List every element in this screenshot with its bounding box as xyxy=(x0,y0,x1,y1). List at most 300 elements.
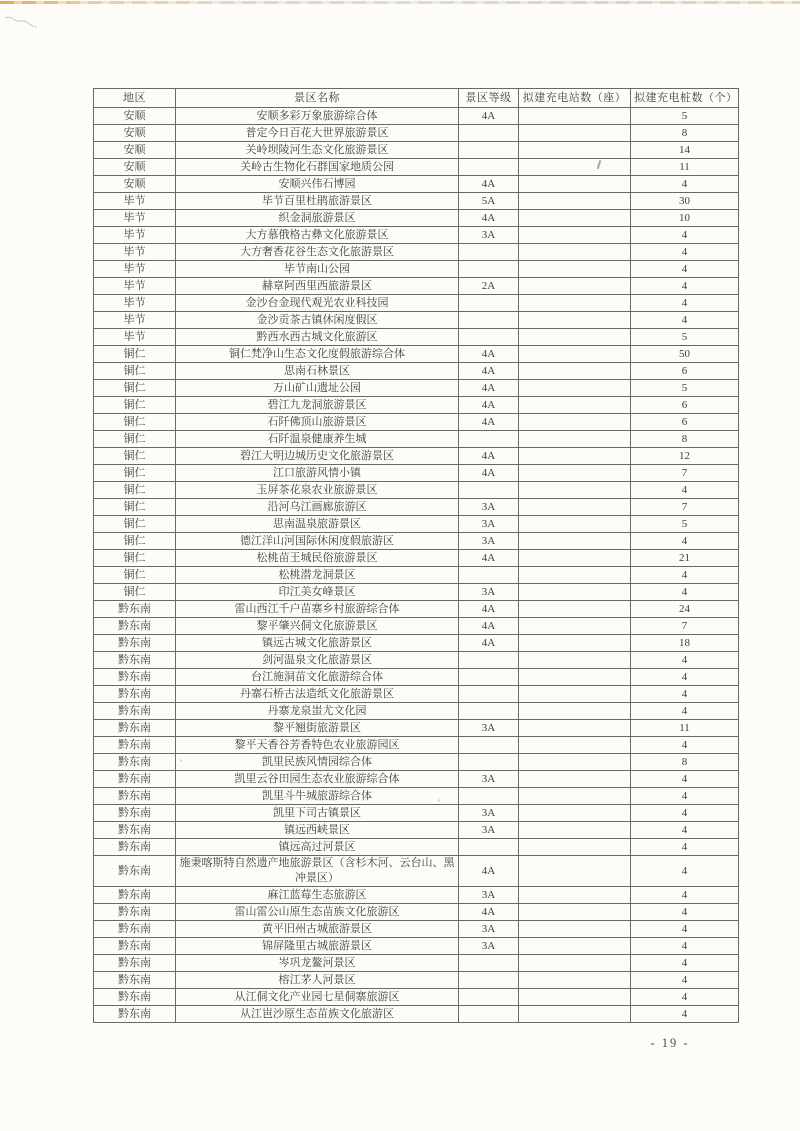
piles-count-cell: 4 xyxy=(631,788,739,805)
grade-cell: 4A xyxy=(459,346,519,363)
scenic-area-name-cell: 石阡温泉健康养生城 xyxy=(176,431,459,448)
table-row xyxy=(94,363,739,380)
grade-cell xyxy=(459,482,519,499)
stations-count-cell xyxy=(519,142,631,159)
scenic-area-name-cell: 麻江蓝莓生态旅游区 xyxy=(176,887,459,904)
stations-count-cell xyxy=(519,227,631,244)
scenic-area-name-cell: 施秉喀斯特自然遗产地旅游景区（含杉木河、云台山、黑冲景区） xyxy=(176,856,459,887)
grade-cell: 5A xyxy=(459,193,519,210)
table-body xyxy=(94,108,739,1023)
region-cell: 毕节 xyxy=(94,312,176,329)
scenic-area-name-cell: 黄平旧州古城旅游景区 xyxy=(176,921,459,938)
piles-count-cell: 18 xyxy=(631,635,739,652)
scenic-area-name-cell: 黎平肇兴侗文化旅游景区 xyxy=(176,618,459,635)
region-cell: 毕节 xyxy=(94,261,176,278)
scenic-area-name-cell: 玉屏茶花泉农业旅游景区 xyxy=(176,482,459,499)
region-cell: 黔东南 xyxy=(94,635,176,652)
scenic-area-name-cell: 金沙贡茶古镇休闲度假区 xyxy=(176,312,459,329)
grade-cell: 4A xyxy=(459,397,519,414)
scenic-area-name-cell: 思南温泉旅游景区 xyxy=(176,516,459,533)
piles-count-cell: 4 xyxy=(631,737,739,754)
table-row xyxy=(94,703,739,720)
region-cell: 铜仁 xyxy=(94,533,176,550)
stations-count-cell xyxy=(519,822,631,839)
piles-count-cell: 8 xyxy=(631,431,739,448)
table-row xyxy=(94,887,739,904)
stations-count-cell xyxy=(519,618,631,635)
scenic-area-name-cell: 从江侗文化产业园七星侗寨旅游区 xyxy=(176,989,459,1006)
stations-count-cell xyxy=(519,448,631,465)
stations-count-cell xyxy=(519,312,631,329)
table-row xyxy=(94,771,739,788)
piles-count-cell: 4 xyxy=(631,921,739,938)
table-row xyxy=(94,550,739,567)
region-cell: 黔东南 xyxy=(94,955,176,972)
pencil-mark xyxy=(3,14,45,30)
piles-count-cell: 4 xyxy=(631,584,739,601)
region-cell: 铜仁 xyxy=(94,465,176,482)
piles-count-cell: 4 xyxy=(631,1006,739,1023)
region-cell: 毕节 xyxy=(94,227,176,244)
table-row xyxy=(94,261,739,278)
region-cell: 安顺 xyxy=(94,142,176,159)
table-row xyxy=(94,856,739,887)
stations-count-cell xyxy=(519,703,631,720)
table-row xyxy=(94,686,739,703)
piles-count-cell: 7 xyxy=(631,618,739,635)
region-cell: 安顺 xyxy=(94,176,176,193)
scenic-area-name-cell: 岑巩龙鳌河景区 xyxy=(176,955,459,972)
region-cell: 黔东南 xyxy=(94,669,176,686)
grade-cell xyxy=(459,329,519,346)
piles-count-cell: 4 xyxy=(631,822,739,839)
grade-cell: 3A xyxy=(459,227,519,244)
stations-count-cell xyxy=(519,210,631,227)
header-planned-stations: 拟建充电站数（座） xyxy=(519,89,631,108)
table-row xyxy=(94,346,739,363)
scenic-area-name-cell: 石阡佛顶山旅游景区 xyxy=(176,414,459,431)
grade-cell: 4A xyxy=(459,550,519,567)
grade-cell: 3A xyxy=(459,938,519,955)
stations-count-cell xyxy=(519,516,631,533)
piles-count-cell: 6 xyxy=(631,397,739,414)
scenic-area-name-cell: 万山矿山遗址公园 xyxy=(176,380,459,397)
table-row xyxy=(94,737,739,754)
region-cell: 铜仁 xyxy=(94,567,176,584)
piles-count-cell: 4 xyxy=(631,652,739,669)
region-cell: 毕节 xyxy=(94,244,176,261)
stations-count-cell xyxy=(519,652,631,669)
scenic-area-name-cell: 碧江九龙洞旅游景区 xyxy=(176,397,459,414)
scenic-area-name-cell: 丹寨龙泉蚩尤文化园 xyxy=(176,703,459,720)
table-row xyxy=(94,244,739,261)
piles-count-cell: 6 xyxy=(631,363,739,380)
table-row xyxy=(94,499,739,516)
scenic-area-name-cell: 毕节南山公园 xyxy=(176,261,459,278)
region-cell: 铜仁 xyxy=(94,346,176,363)
piles-count-cell: 50 xyxy=(631,346,739,363)
region-cell: 黔东南 xyxy=(94,601,176,618)
stations-count-cell xyxy=(519,108,631,125)
header-scenic-area-name: 景区名称 xyxy=(176,89,459,108)
table-row xyxy=(94,278,739,295)
table-row xyxy=(94,465,739,482)
region-cell: 铜仁 xyxy=(94,414,176,431)
piles-count-cell: 4 xyxy=(631,856,739,887)
scan-edge-artifact xyxy=(0,1,800,4)
piles-count-cell: 12 xyxy=(631,448,739,465)
stations-count-cell xyxy=(519,601,631,618)
stations-count-cell xyxy=(519,839,631,856)
region-cell: 黔东南 xyxy=(94,703,176,720)
table-row xyxy=(94,938,739,955)
scenic-area-name-cell: 安顺兴伟石博园 xyxy=(176,176,459,193)
grade-cell: 2A xyxy=(459,278,519,295)
grade-cell xyxy=(459,972,519,989)
grade-cell xyxy=(459,737,519,754)
piles-count-cell: 4 xyxy=(631,839,739,856)
piles-count-cell: 8 xyxy=(631,125,739,142)
scenic-area-name-cell: 从江岜沙原生态苗族文化旅游区 xyxy=(176,1006,459,1023)
stations-count-cell xyxy=(519,1006,631,1023)
stations-count-cell xyxy=(519,788,631,805)
piles-count-cell: 11 xyxy=(631,159,739,176)
piles-count-cell: 5 xyxy=(631,108,739,125)
region-cell: 黔东南 xyxy=(94,839,176,856)
scenic-area-name-cell: 镇远高过河景区 xyxy=(176,839,459,856)
table-row xyxy=(94,904,739,921)
table-row xyxy=(94,567,739,584)
table-row xyxy=(94,193,739,210)
table-row xyxy=(94,159,739,176)
region-cell: 黔东南 xyxy=(94,856,176,887)
region-cell: 铜仁 xyxy=(94,550,176,567)
scenic-area-name-cell: 凯里下司古镇景区 xyxy=(176,805,459,822)
region-cell: 黔东南 xyxy=(94,686,176,703)
grade-cell xyxy=(459,703,519,720)
region-cell: 安顺 xyxy=(94,125,176,142)
table-row xyxy=(94,955,739,972)
grade-cell xyxy=(459,839,519,856)
scenic-area-name-cell: 铜仁梵净山生态文化度假旅游综合体 xyxy=(176,346,459,363)
scenic-area-name-cell: 黎平翘街旅游景区 xyxy=(176,720,459,737)
grade-cell: 3A xyxy=(459,720,519,737)
grade-cell xyxy=(459,669,519,686)
stations-count-cell xyxy=(519,972,631,989)
table-row xyxy=(94,295,739,312)
scenic-area-name-cell: 赫章阿西里西旅游景区 xyxy=(176,278,459,295)
table-row xyxy=(94,584,739,601)
region-cell: 铜仁 xyxy=(94,380,176,397)
grade-cell: 3A xyxy=(459,516,519,533)
table-row xyxy=(94,754,739,771)
table-row xyxy=(94,210,739,227)
piles-count-cell: 4 xyxy=(631,669,739,686)
charging-stations-table xyxy=(93,88,739,1023)
region-cell: 黔东南 xyxy=(94,805,176,822)
region-cell: 黔东南 xyxy=(94,652,176,669)
grade-cell: 4A xyxy=(459,618,519,635)
region-cell: 黔东南 xyxy=(94,822,176,839)
region-cell: 黔东南 xyxy=(94,788,176,805)
piles-count-cell: 4 xyxy=(631,176,739,193)
stations-count-cell xyxy=(519,955,631,972)
stations-count-cell xyxy=(519,193,631,210)
region-cell: 铜仁 xyxy=(94,499,176,516)
header-grade: 景区等级 xyxy=(459,89,519,108)
stations-count-cell xyxy=(519,329,631,346)
region-cell: 黔东南 xyxy=(94,921,176,938)
region-cell: 黔东南 xyxy=(94,887,176,904)
region-cell: 黔东南 xyxy=(94,737,176,754)
grade-cell xyxy=(459,788,519,805)
stations-count-cell xyxy=(519,635,631,652)
grade-cell: 4A xyxy=(459,601,519,618)
table-row xyxy=(94,482,739,499)
table-row xyxy=(94,805,739,822)
region-cell: 铜仁 xyxy=(94,584,176,601)
grade-cell: 4A xyxy=(459,635,519,652)
grade-cell xyxy=(459,244,519,261)
piles-count-cell: 4 xyxy=(631,938,739,955)
grade-cell xyxy=(459,261,519,278)
stations-count-cell xyxy=(519,754,631,771)
scenic-area-name-cell: 沿河乌江画廊旅游区 xyxy=(176,499,459,516)
header-region: 地区 xyxy=(94,89,176,108)
grade-cell: 4A xyxy=(459,414,519,431)
grade-cell: 3A xyxy=(459,822,519,839)
scenic-area-name-cell: 黎平天香谷芳香特色农业旅游园区 xyxy=(176,737,459,754)
piles-count-cell: 4 xyxy=(631,972,739,989)
stations-count-cell xyxy=(519,414,631,431)
table-row xyxy=(94,108,739,125)
region-cell: 黔东南 xyxy=(94,618,176,635)
scenic-area-name-cell: 普定今日百花大世界旅游景区 xyxy=(176,125,459,142)
scenic-area-name-cell: 雷山西江千户苗寨乡村旅游综合体 xyxy=(176,601,459,618)
grade-cell: 4A xyxy=(459,176,519,193)
grade-cell xyxy=(459,955,519,972)
table-row xyxy=(94,618,739,635)
stations-count-cell xyxy=(519,465,631,482)
stations-count-cell xyxy=(519,567,631,584)
grade-cell xyxy=(459,1006,519,1023)
piles-count-cell: 4 xyxy=(631,703,739,720)
piles-count-cell: 4 xyxy=(631,482,739,499)
piles-count-cell: 14 xyxy=(631,142,739,159)
stations-count-cell xyxy=(519,669,631,686)
grade-cell: 4A xyxy=(459,210,519,227)
region-cell: 黔东南 xyxy=(94,904,176,921)
piles-count-cell: 4 xyxy=(631,244,739,261)
scenic-area-name-cell: 凯里斗牛城旅游综合体 xyxy=(176,788,459,805)
grade-cell: 4A xyxy=(459,108,519,125)
scenic-area-name-cell: 金沙台金现代观光农业科技园 xyxy=(176,295,459,312)
piles-count-cell: 4 xyxy=(631,805,739,822)
region-cell: 铜仁 xyxy=(94,448,176,465)
table-row xyxy=(94,516,739,533)
scenic-area-name-cell: 德江洋山河国际休闲度假旅游区 xyxy=(176,533,459,550)
piles-count-cell: 4 xyxy=(631,533,739,550)
table-row xyxy=(94,720,739,737)
grade-cell: 4A xyxy=(459,448,519,465)
piles-count-cell: 4 xyxy=(631,771,739,788)
region-cell: 黔东南 xyxy=(94,972,176,989)
table-row xyxy=(94,176,739,193)
scenic-area-name-cell: 镇远古城文化旅游景区 xyxy=(176,635,459,652)
stations-count-cell xyxy=(519,159,631,176)
header-planned-piles: 拟建充电桩数（个） xyxy=(631,89,739,108)
grade-cell xyxy=(459,125,519,142)
table-row xyxy=(94,788,739,805)
region-cell: 毕节 xyxy=(94,193,176,210)
table-row xyxy=(94,125,739,142)
piles-count-cell: 7 xyxy=(631,465,739,482)
scenic-area-name-cell: 镇远西峡景区 xyxy=(176,822,459,839)
piles-count-cell: 4 xyxy=(631,904,739,921)
table-row xyxy=(94,601,739,618)
stations-count-cell xyxy=(519,805,631,822)
region-cell: 毕节 xyxy=(94,295,176,312)
stations-count-cell xyxy=(519,244,631,261)
scenic-area-name-cell: 关岭坝陵河生态文化旅游景区 xyxy=(176,142,459,159)
scenic-area-name-cell: 丹寨石桥古法造纸文化旅游景区 xyxy=(176,686,459,703)
piles-count-cell: 11 xyxy=(631,720,739,737)
stations-count-cell xyxy=(519,346,631,363)
scenic-area-name-cell: 思南石林景区 xyxy=(176,363,459,380)
stations-count-cell xyxy=(519,584,631,601)
grade-cell: 3A xyxy=(459,921,519,938)
region-cell: 铜仁 xyxy=(94,397,176,414)
region-cell: 安顺 xyxy=(94,159,176,176)
table-row xyxy=(94,312,739,329)
grade-cell: 3A xyxy=(459,499,519,516)
piles-count-cell: 4 xyxy=(631,887,739,904)
region-cell: 黔东南 xyxy=(94,1006,176,1023)
table-row xyxy=(94,921,739,938)
grade-cell xyxy=(459,754,519,771)
grade-cell: 4A xyxy=(459,856,519,887)
scenic-area-name-cell: 台江施洞苗文化旅游综合体 xyxy=(176,669,459,686)
stations-count-cell xyxy=(519,363,631,380)
grade-cell: 4A xyxy=(459,380,519,397)
scenic-area-name-cell: 剑河温泉文化旅游景区 xyxy=(176,652,459,669)
stations-count-cell xyxy=(519,397,631,414)
grade-cell xyxy=(459,312,519,329)
stations-count-cell xyxy=(519,431,631,448)
table-row xyxy=(94,652,739,669)
table-row xyxy=(94,533,739,550)
table-row xyxy=(94,972,739,989)
piles-count-cell: 4 xyxy=(631,989,739,1006)
table-row xyxy=(94,414,739,431)
piles-count-cell: 5 xyxy=(631,329,739,346)
piles-count-cell: 21 xyxy=(631,550,739,567)
piles-count-cell: 4 xyxy=(631,278,739,295)
table-row xyxy=(94,142,739,159)
scenic-area-name-cell: 安顺多彩万象旅游综合体 xyxy=(176,108,459,125)
grade-cell xyxy=(459,142,519,159)
stations-count-cell xyxy=(519,856,631,887)
stations-count-cell xyxy=(519,887,631,904)
grade-cell: 3A xyxy=(459,533,519,550)
grade-cell: 3A xyxy=(459,584,519,601)
grade-cell xyxy=(459,652,519,669)
scenic-area-name-cell: 雷山雷公山原生态苗族文化旅游区 xyxy=(176,904,459,921)
region-cell: 黔东南 xyxy=(94,989,176,1006)
scenic-area-name-cell: 大方奢香花谷生态文化旅游景区 xyxy=(176,244,459,261)
table-row xyxy=(94,431,739,448)
scenic-area-name-cell: 碧江大明边城历史文化旅游景区 xyxy=(176,448,459,465)
scenic-area-name-cell: 榕江茅人河景区 xyxy=(176,972,459,989)
stations-count-cell xyxy=(519,989,631,1006)
stations-count-cell xyxy=(519,176,631,193)
region-cell: 黔东南 xyxy=(94,771,176,788)
region-cell: 铜仁 xyxy=(94,516,176,533)
piles-count-cell: 4 xyxy=(631,567,739,584)
table-row xyxy=(94,669,739,686)
stations-count-cell xyxy=(519,720,631,737)
piles-count-cell: 4 xyxy=(631,686,739,703)
region-cell: 黔东南 xyxy=(94,720,176,737)
scenic-area-name-cell: 松桃苗王城民俗旅游景区 xyxy=(176,550,459,567)
grade-cell: 3A xyxy=(459,771,519,788)
scenic-area-name-cell: 凯里民族风情园综合体 xyxy=(176,754,459,771)
region-cell: 黔东南 xyxy=(94,938,176,955)
scenic-area-name-cell: 织金洞旅游景区 xyxy=(176,210,459,227)
stations-count-cell xyxy=(519,921,631,938)
piles-count-cell: 8 xyxy=(631,754,739,771)
table-row xyxy=(94,1006,739,1023)
piles-count-cell: 4 xyxy=(631,227,739,244)
stations-count-cell xyxy=(519,550,631,567)
table-row xyxy=(94,380,739,397)
grade-cell xyxy=(459,295,519,312)
stations-count-cell xyxy=(519,295,631,312)
stations-count-cell xyxy=(519,686,631,703)
piles-count-cell: 5 xyxy=(631,516,739,533)
piles-count-cell: 24 xyxy=(631,601,739,618)
grade-cell xyxy=(459,567,519,584)
table-row xyxy=(94,329,739,346)
grade-cell: 4A xyxy=(459,904,519,921)
grade-cell: 3A xyxy=(459,805,519,822)
piles-count-cell: 5 xyxy=(631,380,739,397)
stations-count-cell xyxy=(519,125,631,142)
piles-count-cell: 6 xyxy=(631,414,739,431)
region-cell: 毕节 xyxy=(94,210,176,227)
scenic-area-name-cell: 江口旅游风情小镇 xyxy=(176,465,459,482)
stations-count-cell xyxy=(519,499,631,516)
region-cell: 毕节 xyxy=(94,329,176,346)
stations-count-cell xyxy=(519,737,631,754)
grade-cell: 4A xyxy=(459,363,519,380)
piles-count-cell: 7 xyxy=(631,499,739,516)
scenic-area-name-cell: 黔西水西古城文化旅游区 xyxy=(176,329,459,346)
scenic-area-name-cell: 大方慕俄格古彝文化旅游景区 xyxy=(176,227,459,244)
table-row xyxy=(94,397,739,414)
grade-cell xyxy=(459,686,519,703)
grade-cell: 4A xyxy=(459,465,519,482)
table-header-row xyxy=(94,89,739,108)
grade-cell: 3A xyxy=(459,887,519,904)
table-row xyxy=(94,839,739,856)
piles-count-cell: 4 xyxy=(631,261,739,278)
stations-count-cell xyxy=(519,771,631,788)
table-row xyxy=(94,635,739,652)
region-cell: 黔东南 xyxy=(94,754,176,771)
piles-count-cell: 4 xyxy=(631,312,739,329)
table-row xyxy=(94,989,739,1006)
